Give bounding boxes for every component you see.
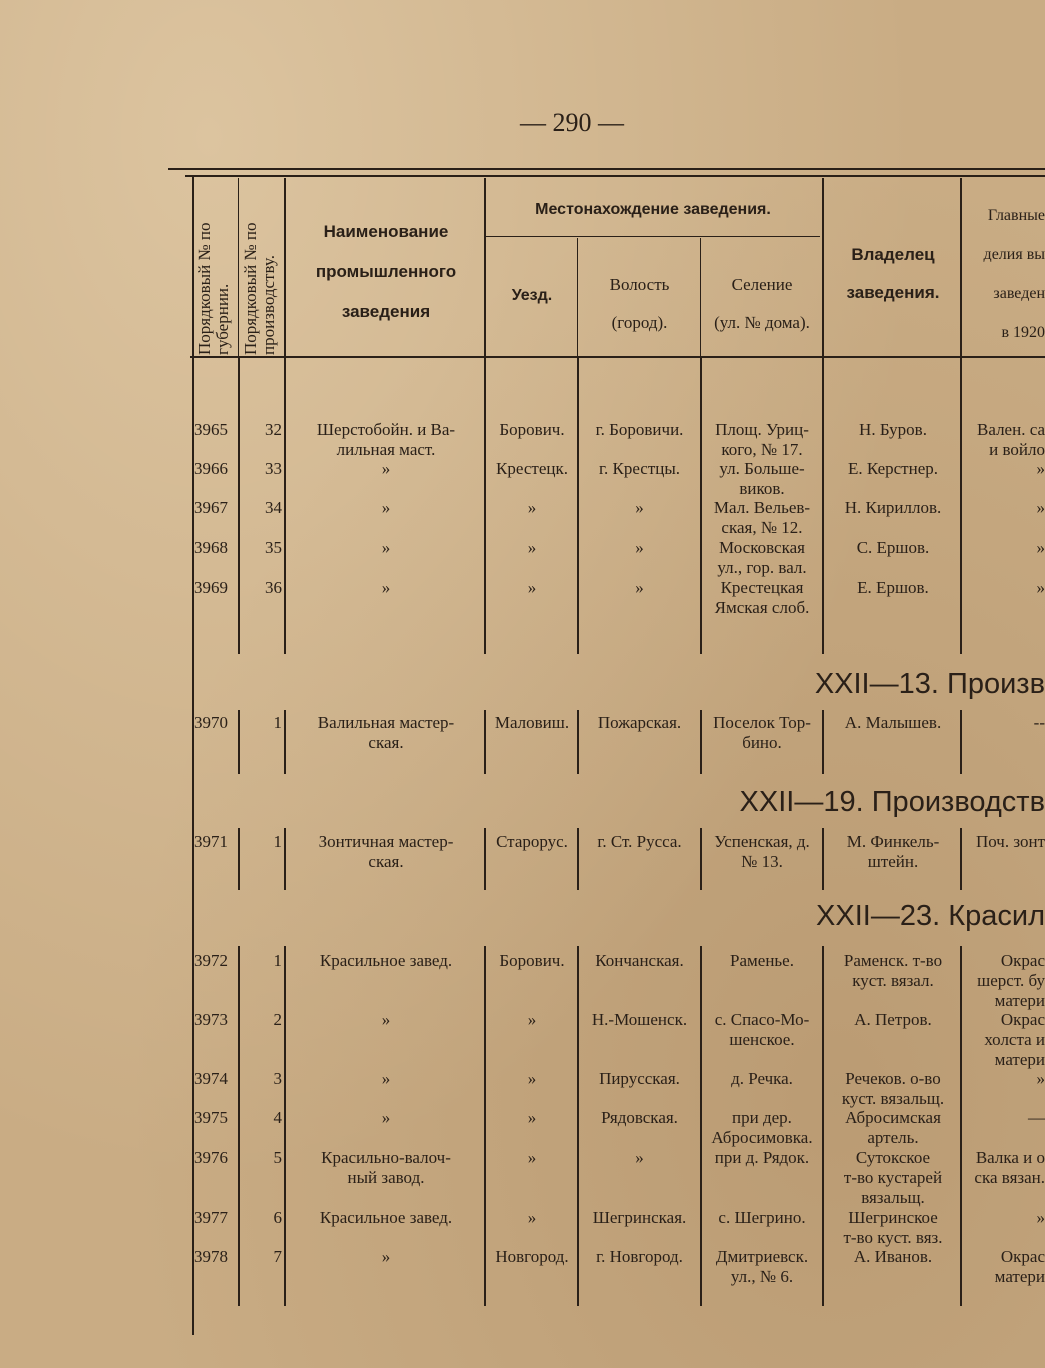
column-divider bbox=[822, 946, 824, 1306]
cell-uezd: Новгород. bbox=[495, 1247, 569, 1266]
cell-name: Валильная мастер- ская. bbox=[317, 713, 455, 752]
header-volost-line1: Волость bbox=[609, 275, 670, 294]
cell-product: Окрас матери bbox=[994, 1247, 1045, 1286]
cell-selenie: ул. Больше- виков. bbox=[719, 459, 805, 498]
cell-prod: 34 bbox=[265, 498, 282, 517]
cell-prod: 2 bbox=[273, 1010, 282, 1029]
header-volost bbox=[579, 266, 700, 342]
cell-product: Валка и о ска вязан. bbox=[974, 1148, 1045, 1187]
cell-owner: Речеков. о-во куст. вязальщ. bbox=[841, 1069, 945, 1108]
cell-volost: г. Новгород. bbox=[596, 1247, 683, 1266]
header-location: Местонахождение заведения. bbox=[535, 201, 771, 218]
cell-owner: Н. Кириллов. bbox=[844, 498, 942, 517]
page-number: — 290 — bbox=[520, 108, 624, 137]
header-selenie bbox=[702, 266, 822, 342]
cell-name: Красильное завед. bbox=[319, 1208, 453, 1227]
top-rule-thin bbox=[185, 175, 1045, 177]
header-divider bbox=[700, 238, 701, 356]
cell-selenie: Поселок Тор- бино. bbox=[713, 713, 811, 752]
header-name-line1: Наименование bbox=[323, 222, 449, 241]
cell-product: Окрас холста и матери bbox=[984, 1010, 1045, 1069]
cell-gub: 3977 bbox=[194, 1208, 228, 1227]
column-divider bbox=[284, 710, 286, 774]
column-divider bbox=[238, 710, 240, 774]
column-divider bbox=[484, 710, 486, 774]
cell-owner: А. Петров. bbox=[854, 1010, 932, 1029]
column-divider bbox=[238, 358, 240, 654]
cell-product: » bbox=[1036, 538, 1045, 557]
cell-volost: Кончанская. bbox=[595, 951, 684, 970]
cell-uezd: Старорус. bbox=[496, 832, 568, 851]
column-divider bbox=[822, 358, 824, 654]
column-divider bbox=[960, 710, 962, 774]
cell-prod: 1 bbox=[273, 832, 282, 851]
column-divider bbox=[484, 828, 486, 890]
cell-owner: А. Иванов. bbox=[853, 1247, 933, 1266]
cell-selenie: Дмитриевск. ул., № 6. bbox=[715, 1247, 809, 1286]
cell-prod: 4 bbox=[273, 1108, 282, 1127]
section-title: XXII—13. Произв bbox=[814, 668, 1045, 700]
cell-product: » bbox=[1036, 578, 1045, 597]
column-divider bbox=[284, 946, 286, 1306]
cell-volost: г. Боровичи. bbox=[595, 420, 684, 439]
cell-volost: » bbox=[635, 538, 644, 557]
cell-prod: 1 bbox=[273, 713, 282, 732]
header-products-line2: делия вы bbox=[983, 246, 1045, 263]
cell-owner: Раменск. т-во куст. вязал. bbox=[843, 951, 943, 990]
column-divider bbox=[700, 946, 702, 1306]
cell-uezd: Маловиш. bbox=[494, 713, 570, 732]
cell-prod: 5 bbox=[273, 1148, 282, 1167]
cell-owner: С. Ершов. bbox=[856, 538, 930, 557]
header-selenie-line1: Селение bbox=[731, 275, 793, 294]
column-divider bbox=[484, 358, 486, 654]
cell-volost: г. Ст. Русса. bbox=[597, 832, 682, 851]
cell-name: » bbox=[381, 1069, 391, 1088]
cell-product: » bbox=[1036, 498, 1045, 517]
cell-gub: 3965 bbox=[194, 420, 228, 439]
cell-product: Вален. са и войло bbox=[977, 420, 1045, 459]
cell-prod: 36 bbox=[265, 578, 282, 597]
cell-gub: 3970 bbox=[194, 713, 228, 732]
header-owner-line2: заведения. bbox=[846, 283, 940, 302]
header-name-line3: заведения bbox=[341, 302, 431, 321]
cell-volost: » bbox=[635, 578, 644, 597]
section-title: XXII—23. Красил bbox=[816, 900, 1045, 932]
cell-product: » bbox=[1036, 1069, 1045, 1088]
cell-name: » bbox=[381, 578, 391, 597]
header-name-line2: промышленного bbox=[315, 262, 457, 281]
header-divider bbox=[822, 178, 824, 356]
cell-uezd: Борович. bbox=[499, 420, 565, 439]
cell-gub: 3978 bbox=[194, 1247, 228, 1266]
cell-product: » bbox=[1036, 459, 1045, 478]
cell-name: » bbox=[381, 538, 391, 557]
cell-product: Окрас шерст. бу матери bbox=[977, 951, 1045, 1010]
cell-prod: 33 bbox=[265, 459, 282, 478]
cell-owner: Абросимская артель. bbox=[845, 1108, 941, 1147]
top-rule bbox=[168, 168, 1045, 170]
column-divider bbox=[284, 358, 286, 654]
header-owner bbox=[826, 236, 960, 312]
cell-gub: 3969 bbox=[194, 578, 228, 597]
cell-volost: Шегринская. bbox=[592, 1208, 687, 1227]
cell-product: Поч. зонт bbox=[975, 832, 1045, 851]
cell-name: Зонтичная мастер- ская. bbox=[318, 832, 454, 871]
cell-volost: » bbox=[635, 1148, 644, 1167]
column-divider bbox=[960, 946, 962, 1306]
cell-gub: 3976 bbox=[194, 1148, 228, 1167]
cell-prod: 35 bbox=[265, 538, 282, 557]
cell-prod: 32 bbox=[265, 420, 282, 439]
cell-volost: » bbox=[635, 498, 644, 517]
cell-name: » bbox=[381, 1108, 391, 1127]
header-products-line3: заведен bbox=[993, 285, 1045, 302]
cell-selenie: Площ. Уриц- кого, № 17. bbox=[715, 420, 809, 459]
cell-gub: 3974 bbox=[194, 1069, 228, 1088]
column-divider bbox=[238, 828, 240, 890]
cell-prod: 1 bbox=[273, 951, 282, 970]
cell-prod: 6 bbox=[273, 1208, 282, 1227]
column-divider bbox=[577, 828, 579, 890]
cell-gub: 3972 bbox=[194, 951, 228, 970]
cell-owner: Е. Керстнер. bbox=[848, 459, 938, 478]
cell-prod: 3 bbox=[273, 1069, 282, 1088]
column-divider bbox=[577, 710, 579, 774]
header-prod-no bbox=[242, 222, 278, 355]
column-divider bbox=[960, 828, 962, 890]
cell-uezd: » bbox=[527, 498, 537, 517]
cell-selenie: Московская ул., гор. вал. bbox=[717, 538, 807, 577]
header-owner-line1: Владелец bbox=[851, 245, 935, 264]
cell-product: — bbox=[1028, 1108, 1045, 1127]
cell-uezd: » bbox=[527, 578, 537, 597]
column-divider bbox=[577, 358, 579, 654]
column-divider bbox=[284, 828, 286, 890]
column-divider bbox=[822, 710, 824, 774]
cell-selenie: с. Спасо-Мо- шенское. bbox=[714, 1010, 810, 1049]
cell-gub: 3966 bbox=[194, 459, 228, 478]
location-rule bbox=[486, 236, 820, 237]
cell-gub: 3973 bbox=[194, 1010, 228, 1029]
cell-uezd: Борович. bbox=[499, 951, 565, 970]
cell-gub: 3975 bbox=[194, 1108, 228, 1127]
cell-gub: 3968 bbox=[194, 538, 228, 557]
cell-gub: 3967 bbox=[194, 498, 228, 517]
column-divider bbox=[700, 828, 702, 890]
cell-name: » bbox=[381, 498, 391, 517]
cell-owner: Шегринское т-во куст. вяз. bbox=[843, 1208, 943, 1247]
cell-name: » bbox=[381, 1010, 391, 1029]
cell-name: Шерстобойн. и Ва- лильная маст. bbox=[316, 420, 456, 459]
cell-gub: 3971 bbox=[194, 832, 228, 851]
cell-volost: Пожарская. bbox=[597, 713, 682, 732]
header-prod-no-line1: Порядковый № по bbox=[241, 222, 260, 355]
header-products-line4: в 1920 bbox=[1001, 324, 1045, 341]
column-divider bbox=[822, 828, 824, 890]
header-prod-no-line2: производству. bbox=[258, 255, 278, 355]
header-gub-no bbox=[196, 222, 232, 355]
cell-volost: Н.-Мошенск. bbox=[591, 1010, 688, 1029]
cell-name: » bbox=[381, 459, 391, 478]
cell-name: Красильно-валоч- ный завод. bbox=[321, 1148, 451, 1187]
header-selenie-line2: (ул. № дома). bbox=[714, 313, 810, 332]
cell-uezd: » bbox=[527, 538, 537, 557]
cell-uezd: » bbox=[527, 1148, 537, 1167]
column-divider bbox=[238, 946, 240, 1306]
header-uezd: Уезд. bbox=[511, 287, 553, 304]
cell-owner: М. Финкель- штейн. bbox=[846, 832, 940, 871]
column-divider bbox=[700, 358, 702, 654]
cell-selenie: при д. Рядок. bbox=[714, 1148, 810, 1167]
header-name bbox=[288, 212, 484, 332]
cell-uezd: » bbox=[527, 1069, 537, 1088]
header-gub-no-line1: Порядковый № по bbox=[195, 222, 214, 355]
column-divider bbox=[484, 946, 486, 1306]
header-rule bbox=[190, 356, 1045, 358]
cell-selenie: д. Речка. bbox=[731, 1069, 793, 1088]
cell-owner: А. Малышев. bbox=[844, 713, 942, 732]
cell-uezd: » bbox=[527, 1208, 537, 1227]
cell-volost: Рядовская. bbox=[601, 1108, 678, 1127]
cell-name: Красильное завед. bbox=[319, 951, 453, 970]
cell-owner: Сутокское т-во кустарей вязальщ. bbox=[843, 1148, 943, 1207]
section-title: XXII—19. Производств bbox=[739, 786, 1045, 818]
cell-owner: Е. Ершов. bbox=[857, 578, 929, 597]
cell-product: » bbox=[1036, 1208, 1045, 1227]
cell-uezd: » bbox=[527, 1010, 537, 1029]
cell-name: » bbox=[381, 1247, 391, 1266]
header-divider bbox=[238, 178, 239, 356]
header-gub-no-line2: губернии. bbox=[212, 283, 232, 355]
cell-selenie: Крестецкая Ямская слоб. bbox=[714, 578, 810, 617]
cell-selenie: Раменье. bbox=[730, 951, 794, 970]
cell-selenie: Успенская, д. № 13. bbox=[714, 832, 810, 871]
column-divider bbox=[960, 358, 962, 654]
header-volost-line2: (город). bbox=[611, 313, 668, 332]
column-divider bbox=[700, 710, 702, 774]
header-products bbox=[962, 196, 1045, 352]
cell-owner: Н. Буров. bbox=[859, 420, 927, 439]
cell-uezd: Крестецк. bbox=[496, 459, 568, 478]
cell-selenie: при дер. Абросимовка. bbox=[711, 1108, 813, 1147]
cell-selenie: Мал. Вельев- ская, № 12. bbox=[713, 498, 811, 537]
column-divider bbox=[577, 946, 579, 1306]
cell-selenie: с. Шегрино. bbox=[718, 1208, 806, 1227]
cell-volost: г. Крестцы. bbox=[598, 459, 681, 478]
cell-product: -- bbox=[1033, 713, 1045, 732]
cell-uezd: » bbox=[527, 1108, 537, 1127]
cell-volost: Пирусская. bbox=[599, 1069, 680, 1088]
cell-prod: 7 bbox=[273, 1247, 282, 1266]
header-divider bbox=[284, 178, 286, 356]
header-products-line1: Главные bbox=[987, 207, 1045, 224]
